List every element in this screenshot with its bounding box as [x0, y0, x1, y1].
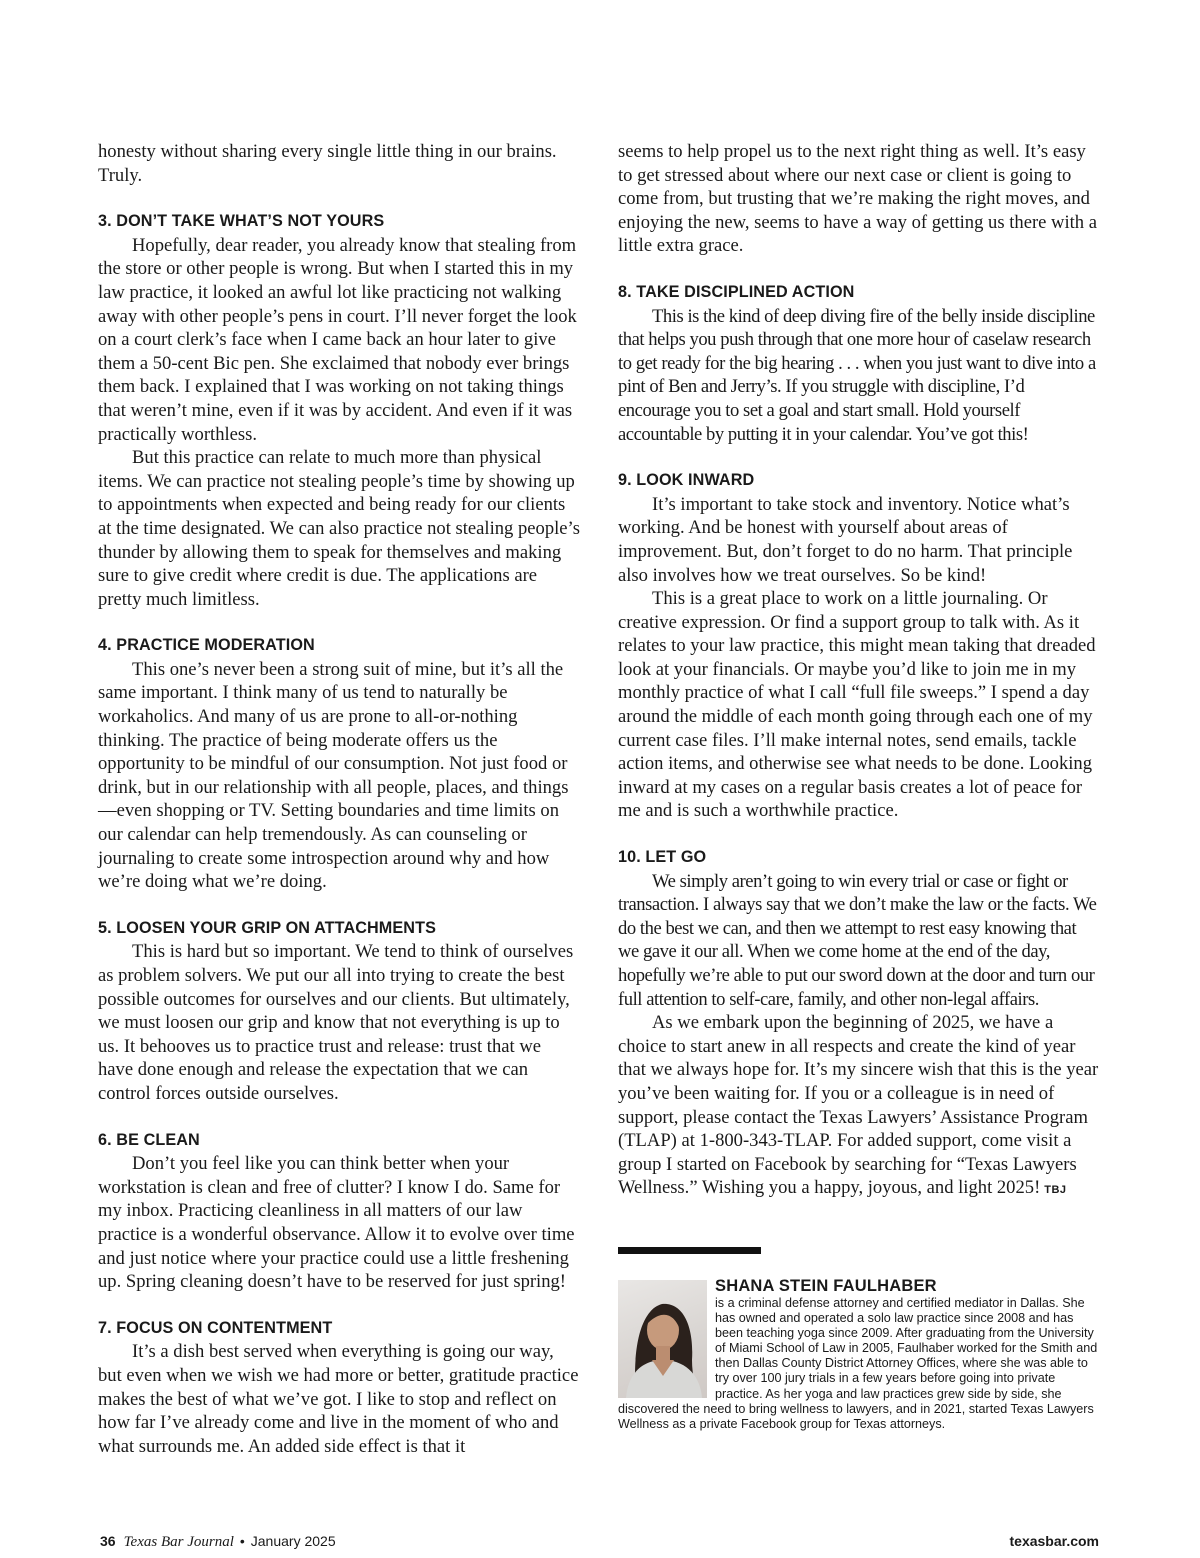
section-3-paragraph-2: But this practice can relate to much more than physical items. We can practice not stealing people’s time by showing up to appointments when expected and being ready for our clients at the time designated. We can also practice not stealing people’s thunder by allowing them to speak for themselves and making sure to give credit where credit is due. The applications are pretty much limitless. — [98, 447, 580, 610]
section-10-paragraph-1: We simply aren’t going to win every trial or case or fight or transaction. I always say that we don’t make the law or the facts. We do the best we can, and then we attempt to rest easy knowing that we gave it our all. When we come home at the end of the day, hopefully we’re able to put our sword down at the door and turn our full attention to self-care, family, and other non-legal affairs. — [618, 870, 1097, 1010]
section-9-paragraph-2: This is a great place to work on a little journaling. Or creative expression. Or find a support group to talk with. As it relates to your law practice, this might mean taking that dreaded look at your financials. Or maybe you’d like to join me in my monthly practice of what I call “full file sweeps.” I spend a day around the middle of each month going through each one of my current case files. I’ll make internal notes, send emails, tackle action items, and otherwise see what needs to be done. Looking inward at my cases on a regular basis creates a lot of peace for me and is such a worthwhile practice. — [618, 588, 1096, 822]
section-8-paragraph-1: This is the kind of deep diving fire of the belly inside discipline that helps you push through that one more hour of caselaw research to get ready for the big hearing . . . when you just want to dive into a pint of Ben and Jerry’s. If you struggle with discipline, I’d encourage you to set a goal and start small. Hold yourself accountable by putting it in your calendar. You’ve got this! — [618, 305, 1096, 445]
section-heading-8: 8. TAKE DISCIPLINED ACTION — [618, 282, 855, 301]
section-4-paragraph-1: This one’s never been a strong suit of mine, but it’s all the same important. I think many of us tend to naturally be workaholics. And many of us are prone to all-or-nothing thinking. The practice of being moderate offers us the opportunity to be mindful of our consumption. Not just food or drink, but in our relationship with all people, places, and things—even shopping or TV. Setting boundaries and time limits on our calendar can help tremendously. As can counseling or journaling to create some introspection around why and how we’re doing what we’re doing. — [98, 658, 569, 893]
issue-date: January 2025 — [250, 1533, 336, 1549]
footer-left — [100, 1533, 336, 1551]
section-heading-9: 9. LOOK INWARD — [618, 471, 755, 490]
author-name: SHANA STEIN FAULHABER — [715, 1277, 937, 1295]
continued-paragraph: seems to help propel us to the next right thing as well. It’s easy to get stressed about where our next case or client is going to come from, but trusting that we’re making the right moves, and enjoying the new, seems to have a way of getting us there with a little extra grace. — [618, 141, 1097, 257]
section-10-paragraph-2 — [618, 1011, 1100, 1203]
section-3-paragraph-1: Hopefully, dear reader, you already know that stealing from the store or other people is wrong. But when I started this in my law practice, it looked an awful lot like practicing not walking away with other people’s pens in court. I’ll never forget the look on a court clerk’s face when I came back an hour later to give them a 50-cent Bic pen. She exclaimed that nobody ever brings them back. I explained that I was working on not taking things that weren’t mine, even if it was by accident. And even if it was practically worthless. — [98, 234, 577, 445]
section-heading-3: 3. DON’T TAKE WHAT’S NOT YOURS — [98, 212, 385, 231]
section-heading-4: 4. PRACTICE MODERATION — [98, 636, 315, 655]
section-7-paragraph-1: It’s a dish best served when everything is going our way, but even when we wish we had more or better, gratitude practice makes the best of what we’ve got. I like to stop and reflect on how far I’ve already come and live in the moment of who and what surrounds me. An added side effect is that it — [98, 1341, 579, 1457]
section-heading-7: 7. FOCUS ON CONTENTMENT — [98, 1318, 333, 1337]
right-column — [618, 140, 1100, 1203]
section-10-paragraph-2-text: As we embark upon the beginning of 2025, we have a choice to start anew in all respects and create the kind of year that we always hope for. It’s my sincere wish that this is the year you’ve been waiting for. If you or a colleague is in need of support, please contact the Texas Lawyers’ Assistance Program (TLAP) at 1-800-343-TLAP. For added support, come visit a group I started on Facebook by searching for “Texas Lawyers Wellness.” Wishing you a happy, joyous, and light 2025! — [618, 1012, 1099, 1199]
author-silhouette-icon — [618, 1280, 707, 1398]
author-bio — [618, 1277, 1098, 1432]
left-column — [98, 140, 580, 1458]
publication-name: Texas Bar Journal — [123, 1534, 234, 1550]
section-heading-6: 6. BE CLEAN — [98, 1130, 200, 1149]
intro-paragraph: honesty without sharing every single little thing in our brains. Truly. — [98, 141, 557, 186]
end-mark: TBJ — [1044, 1184, 1067, 1197]
section-6-paragraph-1: Don’t you feel like you can think better when your workstation is clean and free of clutter? I know I do. Same for my inbox. Practicing cleanliness in all matters of our law practice is a wonderful observance. Allow it to evolve over time and just notice where your practice could use a little freshening up. Spring cleaning doesn’t have to be reserved for just spring! — [98, 1153, 575, 1293]
page-number: 36 — [100, 1533, 116, 1549]
bio-divider — [618, 1247, 761, 1254]
website-link[interactable]: texasbar.com — [1009, 1533, 1099, 1549]
footer-separator: • — [239, 1533, 245, 1549]
author-headshot — [618, 1280, 707, 1398]
section-9-paragraph-1: It’s important to take stock and inventory. Notice what’s working. And be honest with yourself about areas of improvement. But, don’t forget to do no harm. That principle also involves how we treat ourselves. So be kind! — [618, 493, 1073, 586]
section-5-paragraph-1: This is hard but so important. We tend to think of ourselves as problem solvers. We put our all into trying to create the best possible outcomes for ourselves and our clients. But ultimately, we must loosen our grip and know that not everything is up to us. It behooves us to practice trust and release: trust that we have done enough and release the expectation that we can control forces outside ourselves. — [98, 941, 574, 1104]
author-bio-text: is a criminal defense attorney and certified mediator in Dallas. She has owned and operated a solo law practice since 2008 and has been teaching yoga since 2009. After graduating from the University of Miami School of Law in 2005, Faulhaber worked for the Smith and then Dallas County District Attorney Offices, where she was able to try over 100 jury trials in a few years before going into private practice. As her yoga and law practices grew side by side, she discovered the need to bring wellness to lawyers, and in 2021, started Texas Lawyers Wellness as a private Facebook group for Texas attorneys. — [618, 1296, 1098, 1431]
section-heading-10: 10. LET GO — [618, 848, 707, 867]
section-heading-5: 5. LOOSEN YOUR GRIP ON ATTACHMENTS — [98, 918, 436, 937]
